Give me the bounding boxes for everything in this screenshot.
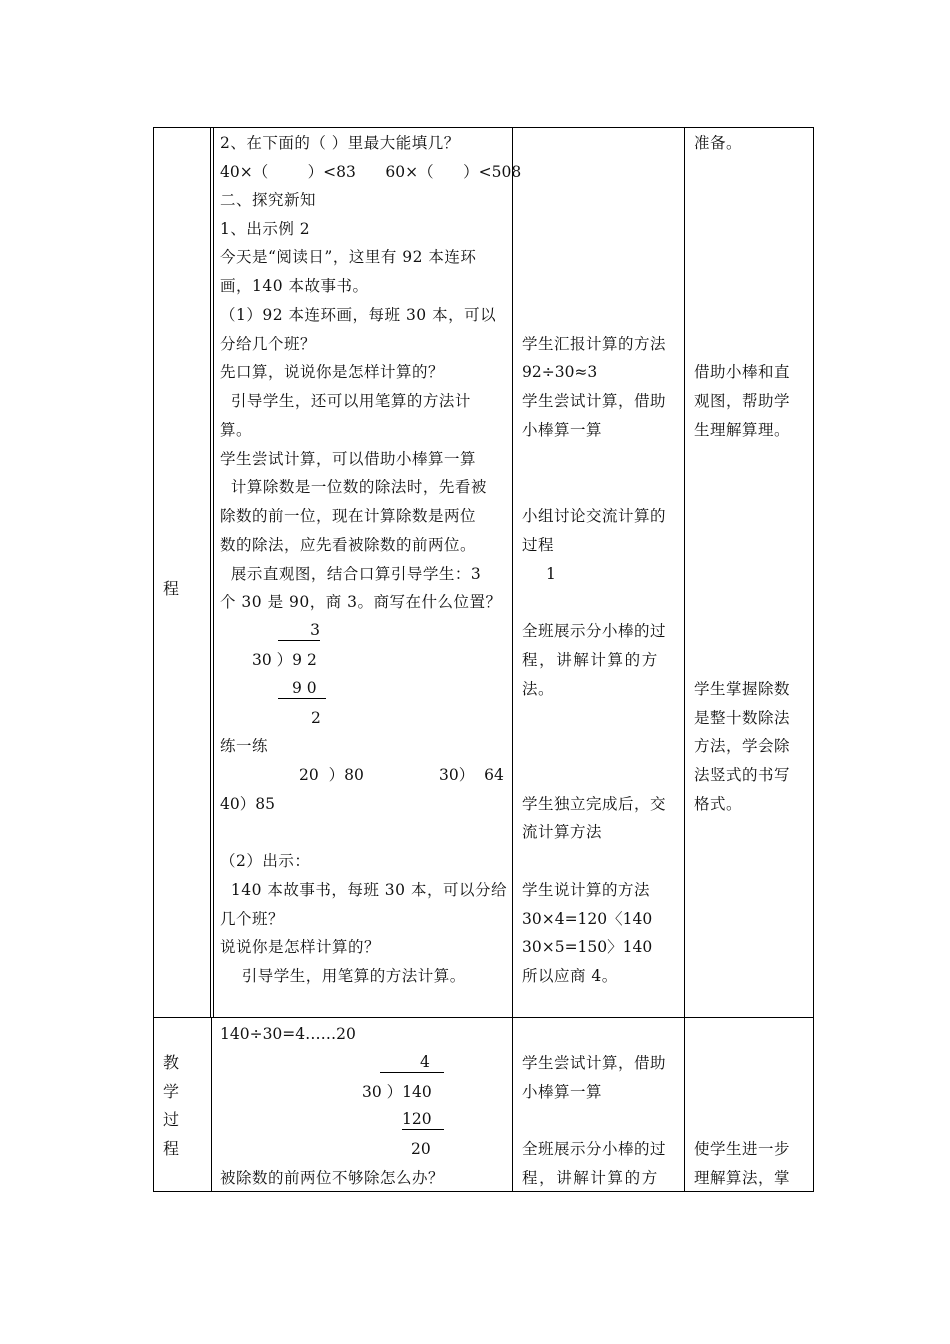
intent-line: 使学生进一步	[694, 1140, 791, 1158]
row2-label-char: 程	[163, 1139, 180, 1158]
content-line: 展示直观图，结合口算引导学生：3	[220, 565, 482, 583]
content-line: 2、在下面的（ ）里最大能填几？	[220, 134, 460, 152]
row-divider	[153, 1017, 814, 1018]
content-line: 学生尝试计算，可以借助小棒算一算	[220, 450, 477, 468]
student-line: 学生尝试计算，借助	[522, 392, 667, 410]
division1-product: 9 0	[278, 679, 326, 699]
column-divider-1-row2	[211, 1017, 212, 1192]
column-divider-2	[512, 127, 513, 1192]
division2-remainder: 20	[411, 1140, 431, 1158]
practice-title: 练一练	[220, 737, 269, 755]
student-line: 全班展示分小棒的过	[522, 1140, 667, 1158]
content-line: 二、探究新知	[220, 191, 317, 209]
intent-line: 生理解算理。	[694, 421, 791, 439]
practice-item: 30） 64	[439, 766, 504, 784]
intent-line: 是整十数除法	[694, 709, 791, 727]
intent-line: 格式。	[694, 795, 743, 813]
division1-quotient: 3	[278, 621, 320, 641]
intent-line: 观图，帮助学	[694, 392, 791, 410]
student-line: 程，讲解计算的方	[522, 651, 659, 669]
intent-line: 理解算法，掌	[694, 1169, 791, 1187]
student-line: 92÷30≈3	[522, 363, 598, 381]
student-line: 法。	[522, 680, 555, 698]
content-line: 说说你是怎样计算的？	[220, 938, 381, 956]
content-line: 个 30 是 90，商 3。商写在什么位置？	[220, 593, 502, 611]
student-line: 学生尝试计算，借助	[522, 1054, 667, 1072]
column-divider-1	[210, 127, 211, 1017]
intent-line: 准备。	[694, 134, 743, 152]
content-line: （2）出示：	[220, 852, 311, 870]
student-line: 程，讲解计算的方	[522, 1169, 659, 1187]
student-line: 小组讨论交流计算的	[522, 507, 667, 525]
student-line: 30×5=150〉140	[522, 938, 653, 956]
table-border-bottom	[153, 1191, 814, 1192]
content-line: 除数的前一位，现在计算除数是两位	[220, 507, 477, 525]
content-line: 今天是“阅读日”，这里有 92 本连环	[220, 248, 477, 266]
division2-quotient: 4	[380, 1053, 444, 1073]
content-line: 算。	[220, 421, 253, 439]
intent-line: 方法，学会除	[694, 737, 791, 755]
table-border-top	[153, 127, 814, 128]
content-line: 数的除法，应先看被除数的前两位。	[220, 536, 477, 554]
column-divider-3	[684, 127, 685, 1192]
content-line: 1、出示例 2	[220, 220, 311, 238]
division1-divisor-dividend: 30 ）9 2	[252, 651, 317, 669]
intent-line: 借助小棒和直	[694, 363, 791, 381]
practice-item: 20 ）80	[299, 766, 364, 784]
student-line: 过程	[522, 536, 555, 554]
division2-product: 120	[402, 1110, 444, 1130]
table-border-left	[153, 127, 154, 1192]
question: 被除数的前两位不够除怎么办？	[220, 1169, 445, 1187]
row2-label-char: 过	[163, 1110, 180, 1129]
content-line: 计算除数是一位数的除法时，先看被	[220, 478, 487, 496]
student-line: 小棒算一算	[522, 421, 603, 439]
content-line: 引导学生，还可以用笔算的方法计	[220, 392, 471, 410]
student-line: 1	[546, 565, 556, 583]
student-line: 小棒算一算	[522, 1083, 603, 1101]
content-line: 引导学生，用笔算的方法计算。	[220, 967, 466, 985]
content-line: 140 本故事书，每班 30 本，可以分给	[220, 881, 507, 899]
student-line: 学生独立完成后，交	[522, 795, 667, 813]
content-line: 40×（ ）<83 60×（ ）<508	[220, 163, 522, 181]
content-line: （1）92 本连环画，每班 30 本，可以	[220, 306, 497, 324]
row2-label-char: 教	[163, 1053, 180, 1072]
content-line: 分给几个班？	[220, 335, 317, 353]
intent-line: 法竖式的书写	[694, 766, 791, 784]
intent-line: 学生掌握除数	[694, 680, 791, 698]
content-line: 画，140 本故事书。	[220, 277, 369, 295]
student-line: 学生说计算的方法	[522, 881, 651, 899]
division2-divisor-dividend: 30 ）140	[362, 1083, 432, 1101]
student-line: 学生汇报计算的方法	[522, 335, 667, 353]
table-border-right	[813, 127, 814, 1192]
row1-label: 程	[163, 579, 180, 598]
content-line: 先口算，说说你是怎样计算的？	[220, 363, 445, 381]
student-line: 30×4=120〈140	[522, 910, 653, 928]
division1-remainder: 2	[311, 709, 321, 727]
row2-label-char: 学	[163, 1082, 180, 1101]
student-line: 流计算方法	[522, 823, 603, 841]
column-divider-1b	[213, 127, 214, 1017]
practice-item: 40）85	[220, 795, 275, 813]
content-line: 几个班？	[220, 910, 285, 928]
student-line: 所以应商 4。	[522, 967, 618, 985]
student-line: 全班展示分小棒的过	[522, 622, 667, 640]
equation: 140÷30=4……20	[220, 1025, 356, 1043]
